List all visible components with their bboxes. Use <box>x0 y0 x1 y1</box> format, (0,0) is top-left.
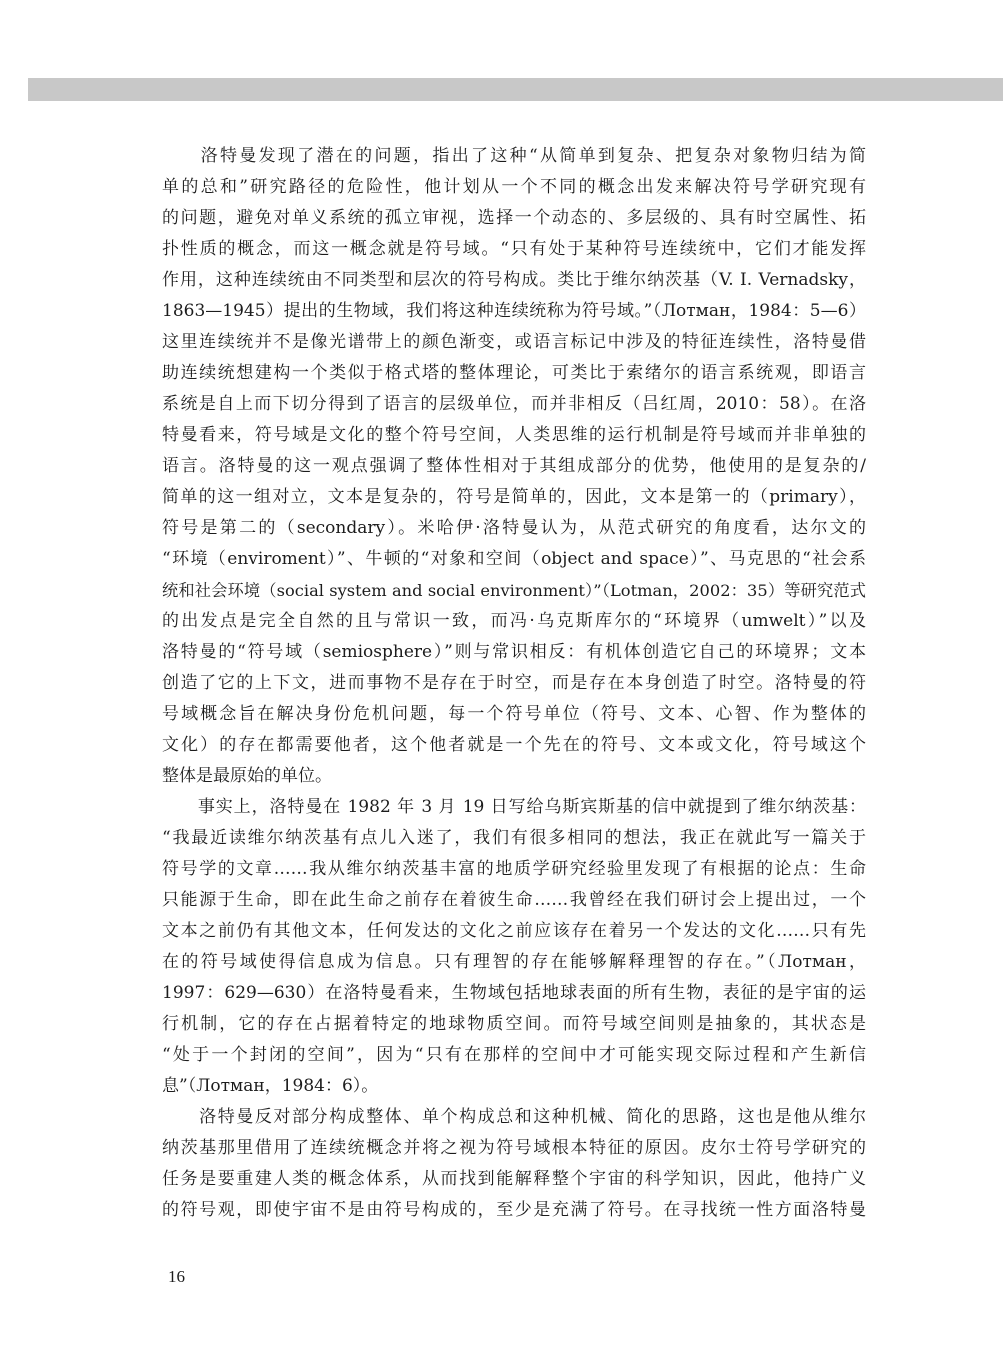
text-line: 的问题，避免对单义系统的孤立审视，选择一个动态的、多层级的、具有时空属性、拓 <box>162 208 866 228</box>
text-line: “我最近读维尔纳茨基有点儿入迷了，我们有很多相同的想法，我正在就此写一篇关于 <box>162 828 866 848</box>
text-line: 号域概念旨在解决身份危机问题，每一个符号单位（符号、文本、心智、作为整体的 <box>162 704 866 724</box>
text-line: 整体是最原始的单位。 <box>162 766 332 786</box>
text-line: 洛特曼的“符号域（semiosphere）”则与常识相反：有机体创造它自己的环境界；文本 <box>162 642 866 662</box>
text-line: “环境（enviroment）”、牛顿的“对象和空间（object and space）”、马克思的“社会系 <box>162 549 866 569</box>
text-line: 创造了它的上下文，进而事物不是存在于时空，而是存在本身创造了时空。洛特曼的符 <box>162 673 866 693</box>
text-line: 单的总和”研究路径的危险性，他计划从一个不同的概念出发来解决符号学研究现有 <box>162 177 866 197</box>
text-line: 语言。洛特曼的这一观点强调了整体性相对于其组成部分的优势，他使用的是复杂的/ <box>162 456 866 476</box>
text-line: 洛特曼发现了潜在的问题，指出了这种“从简单到复杂、把复杂对象物归结为简 <box>162 146 866 166</box>
body-text <box>162 141 866 1226</box>
text-line: 系统是自上而下切分得到了语言的层级单位，而并非相反（吕红周，2010：58）。在洛 <box>162 394 866 414</box>
text-line: 的符号观，即使宇宙不是由符号构成的，至少是充满了符号。在寻找统一性方面洛特曼 <box>162 1200 866 1220</box>
text-line: 事实上，洛特曼在 1982 年 3 月 19 日写给乌斯宾斯基的信中就提到了维尔纳茨基： <box>162 797 866 817</box>
text-line: 1863—1945）提出的生物域，我们将这种连续统称为符号域。”（Лотман，1984：5—6） <box>162 301 866 321</box>
text-line: 统和社会环境（social system and social environment）”（Lotman，2002：35）等研究范式 <box>162 581 866 600</box>
text-line: 只能源于生命，即在此生命之前存在着彼生命……我曾经在我们研讨会上提出过，一个 <box>162 890 866 910</box>
text-line: 扑性质的概念，而这一概念就是符号域。“只有处于某种符号连续统中，它们才能发挥 <box>162 239 866 259</box>
text-line: 1997：629—630）在洛特曼看来，生物域包括地球表面的所有生物，表征的是宇宙的运 <box>162 983 866 1003</box>
text-line: 简单的这一组对立，文本是复杂的，符号是简单的，因此，文本是第一的（primary）， <box>162 487 866 507</box>
text-line: 作用，这种连续统由不同类型和层次的符号构成。类比于维尔纳茨基（V. I. Vernadsky， <box>162 270 866 290</box>
header-band <box>28 78 1003 101</box>
text-line: 行机制，它的存在占据着特定的地球物质空间。而符号域空间则是抽象的，其状态是 <box>162 1014 866 1034</box>
text-line: 在的符号域使得信息成为信息。只有理智的存在能够解释理智的存在。”（Лотман， <box>162 952 866 972</box>
text-line: 洛特曼反对部分构成整体、单个构成总和这种机械、简化的思路，这也是他从维尔 <box>162 1107 866 1127</box>
text-line: 纳茨基那里借用了连续统概念并将之视为符号域根本特征的原因。皮尔士符号学研究的 <box>162 1138 866 1158</box>
text-line: “处于一个封闭的空间”，因为“只有在那样的空间中才可能实现交际过程和产生新信 <box>162 1045 866 1065</box>
page-number: 16 <box>168 1267 185 1286</box>
text-line: 特曼看来，符号域是文化的整个符号空间，人类思维的运行机制是符号域而并非单独的 <box>162 425 866 445</box>
text-line: 助连续统想建构一个类似于格式塔的整体理论，可类比于索绪尔的语言系统观，即语言 <box>162 363 866 383</box>
text-line: 文化）的存在都需要他者，这个他者就是一个先在的符号、文本或文化，符号域这个 <box>162 735 866 755</box>
text-line: 这里连续统并不是像光谱带上的颜色渐变，或语言标记中涉及的特征连续性，洛特曼借 <box>162 332 866 352</box>
text-line: 息”（Лотман，1984：6）。 <box>162 1076 379 1096</box>
text-line: 符号学的文章……我从维尔纳茨基丰富的地质学研究经验里发现了有根据的论点：生命 <box>162 859 866 879</box>
text-line: 文本之前仍有其他文本，任何发达的文化之前应该存在着另一个发达的文化……只有先 <box>162 921 866 941</box>
text-line: 的出发点是完全自然的且与常识一致，而冯·乌克斯库尔的“环境界（umwelt）”以及 <box>162 611 866 631</box>
text-line: 符号是第二的（secondary）。米哈伊·洛特曼认为，从范式研究的角度看，达尔文的 <box>162 518 866 538</box>
text-line: 任务是要重建人类的概念体系，从而找到能解释整个宇宙的科学知识，因此，他持广义 <box>162 1169 866 1189</box>
